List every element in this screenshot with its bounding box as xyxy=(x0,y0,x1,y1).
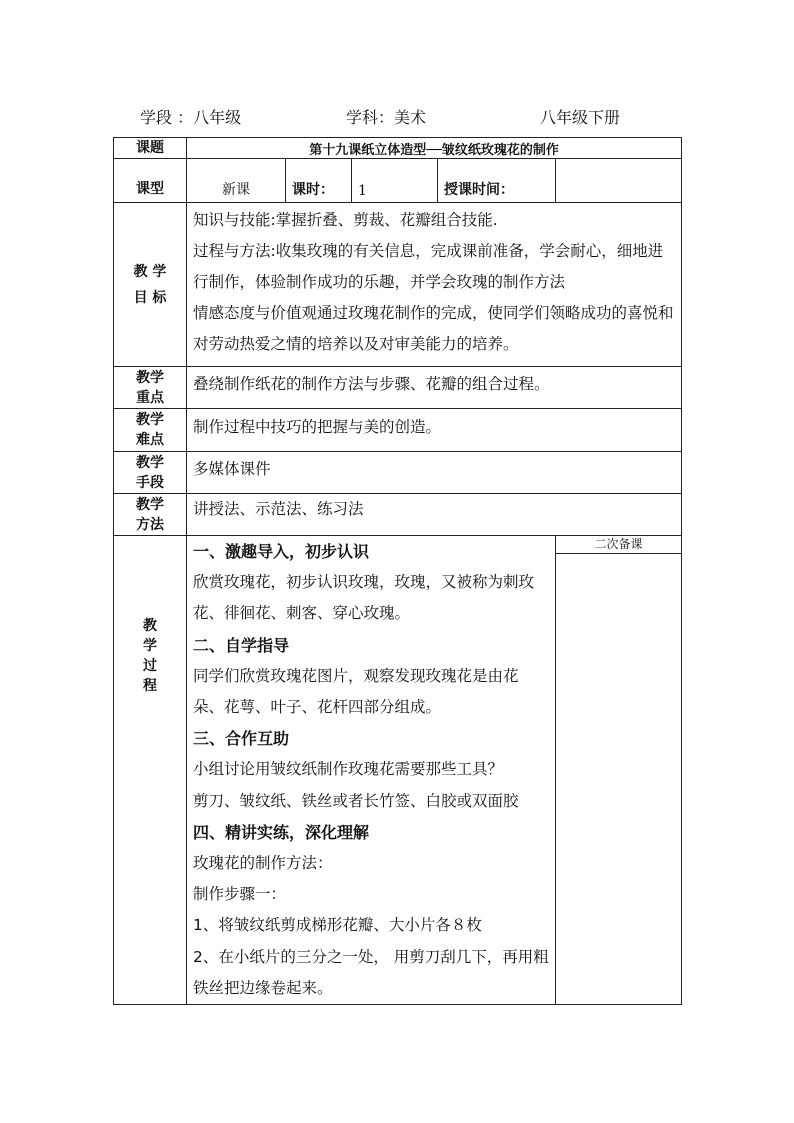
process-content xyxy=(187,536,556,1005)
process-text: 小组讨论用皱纹纸制作玫瑰花需要那些工具？ xyxy=(193,760,504,779)
process-text: 玫瑰花的制作方法： xyxy=(193,854,333,873)
keypoint-label-line: 重点 xyxy=(136,389,164,406)
means-label-line: 教学 xyxy=(136,454,164,471)
document-header xyxy=(0,105,794,131)
means-row xyxy=(114,452,682,494)
textbook-volume: 八年级下册 xyxy=(540,108,621,127)
process-text: 剪刀、皱纹纸、铁丝或者长竹签、白胶或双面胶 xyxy=(193,791,519,810)
process-heading: 四、精讲实练，深化理解 xyxy=(193,822,370,842)
topic-row xyxy=(114,138,682,159)
difficulty-content: 制作过程中技巧的把握与美的创造。 xyxy=(187,409,682,452)
type-row xyxy=(114,159,682,203)
process-text: 1、将皱纹纸剪成梯形花瓣、大小片各８枚 xyxy=(193,916,482,935)
keypoint-content: 叠绕制作纸花的制作方法与步骤、花瓣的组合过程。 xyxy=(187,367,682,409)
process-heading: 二、自学指导 xyxy=(193,635,290,655)
time-label: 授课时间： xyxy=(438,159,556,203)
methods-label xyxy=(114,494,187,536)
means-label xyxy=(114,452,187,494)
means-label-line: 手段 xyxy=(136,474,164,491)
difficulty-label xyxy=(114,409,187,452)
process-label-line: 学 xyxy=(143,638,157,654)
difficulty-label-line: 难点 xyxy=(136,432,164,448)
objective-item: 过程与方法:收集玫瑰的有关信息，完成课前准备，学会耐心，细地进行制作，体验制作成功的乐趣，并学会玫瑰的制作方法 xyxy=(193,242,664,291)
type-value: 新课 xyxy=(187,159,286,203)
type-label: 课型 xyxy=(114,159,187,203)
methods-label-line: 方法 xyxy=(136,516,164,533)
keypoint-label xyxy=(114,367,187,409)
lesson-title: 第十九课纸立体造型──皱纹纸玫瑰花的制作 xyxy=(187,138,682,159)
process-label xyxy=(114,536,187,1005)
objectives-label xyxy=(114,203,187,367)
objectives-content xyxy=(187,203,682,367)
process-label-line: 教 xyxy=(143,618,157,634)
process-heading: 一、激趣导入，初步认识 xyxy=(193,542,370,561)
process-text: 同学们欣赏玫瑰花图片，观察发现玫瑰花是由花朵、花萼、叶子、花杆四部分组成。 xyxy=(193,666,519,717)
methods-row xyxy=(114,494,682,536)
lesson-plan-table xyxy=(113,137,682,1005)
process-row xyxy=(114,536,682,1005)
objective-item: 情感态度与价值观通过玫瑰花制作的完成，使同学们领略成功的喜悦和对劳动热爱之情的培养以及对审美能力的培养。 xyxy=(193,304,674,353)
subject: 学科：美术 xyxy=(346,108,427,127)
second-prep-column xyxy=(556,536,682,1005)
methods-label-line: 教学 xyxy=(136,496,164,513)
process-label-line: 程 xyxy=(143,678,157,694)
process-heading: 三、合作互助 xyxy=(193,729,290,749)
keypoint-row xyxy=(114,367,682,409)
hours-label: 课时： xyxy=(286,159,352,203)
objective-item: 知识与技能:掌握折叠、剪裁、花瓣组合技能. xyxy=(193,211,498,229)
means-content: 多媒体课件 xyxy=(187,452,682,494)
process-text: 制作步骤一： xyxy=(193,885,287,904)
topic-label: 课题 xyxy=(114,138,187,159)
process-text: 欣赏玫瑰花，初步认识玫瑰，玫瑰，又被称为刺玫花、徘徊花、刺客、穿心玫瑰。 xyxy=(193,573,535,623)
second-prep-heading: 二次备课 xyxy=(556,536,681,554)
objectives-label-line: 教 学 xyxy=(133,263,167,280)
objectives-label-line: 目 标 xyxy=(133,289,167,306)
objectives-row xyxy=(114,203,682,367)
keypoint-label-line: 教学 xyxy=(136,369,164,386)
methods-content: 讲授法、示范法、练习法 xyxy=(187,494,682,536)
process-label-line: 过 xyxy=(143,658,157,674)
time-value xyxy=(556,159,682,203)
difficulty-label-line: 教学 xyxy=(136,412,164,428)
process-text: 2、在小纸片的三分之一处， 用剪刀刮几下，再用粗铁丝把边缘卷起来。 xyxy=(193,947,549,997)
difficulty-row xyxy=(114,409,682,452)
hours-value: 1 xyxy=(352,159,438,203)
grade-stage: 学段 ：八年级 xyxy=(140,108,242,127)
